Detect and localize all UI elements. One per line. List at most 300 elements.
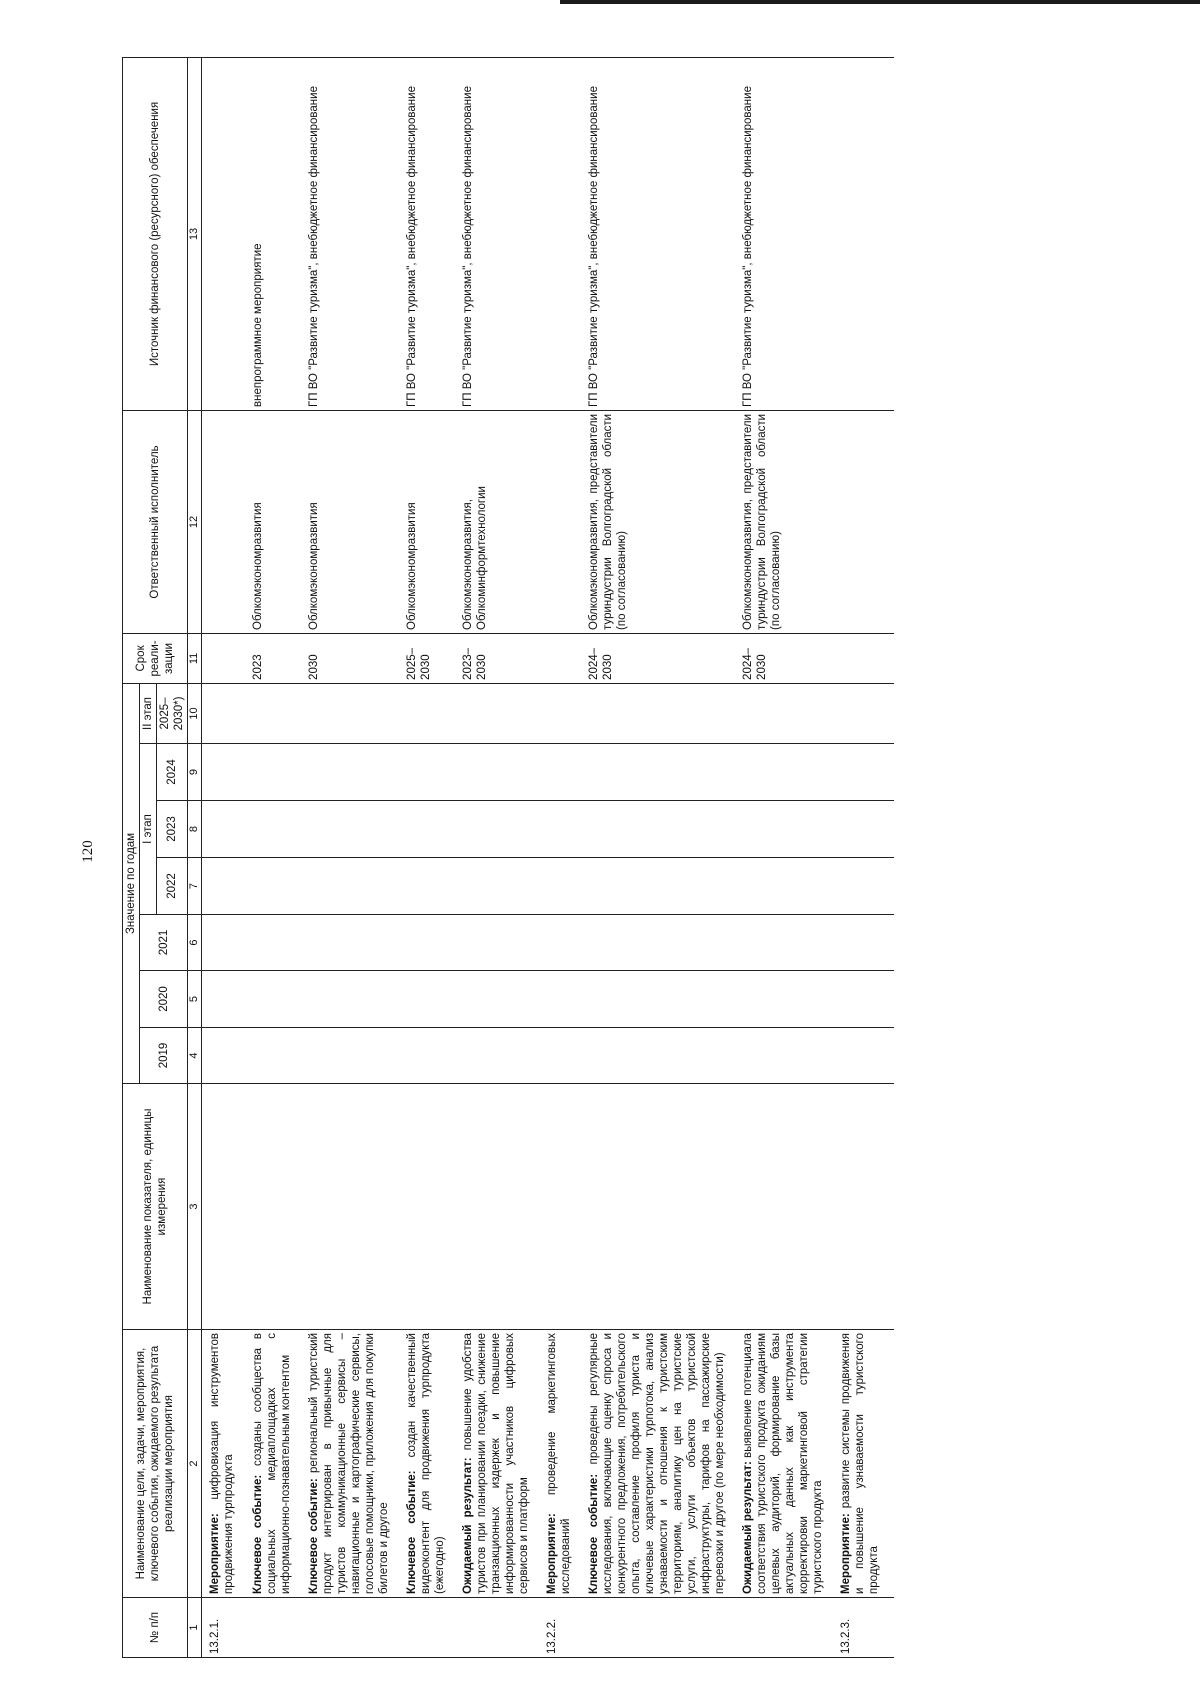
value-cell xyxy=(586,1028,728,1084)
spacer-cell xyxy=(532,971,544,1028)
value-cell xyxy=(838,858,882,915)
item-text: проведены регулярные исследования, включающие оценку спроса и конкурентного предложения, потребительского опыта, составление профиля туриста и ключевые характеристики турпотока, анализ узнаваемости и отношения к туристским территориям, аналитику цен на туристские услуги, услуги объектов туристской инфраструктуры, тарифов на пассажирские перевозки и другое (по мере необходимости) xyxy=(587,1333,726,1594)
value-cell xyxy=(586,683,728,743)
value-cell xyxy=(306,801,392,858)
value-cell xyxy=(460,858,532,915)
spacer-cell xyxy=(392,57,404,410)
item-text: проведение маркетинговых исследований xyxy=(545,1333,572,1594)
spacer-cell xyxy=(728,971,740,1028)
item-description xyxy=(250,1330,294,1598)
value-cell xyxy=(586,971,728,1028)
value-cell xyxy=(306,971,392,1028)
value-cell xyxy=(740,744,826,801)
spacer-cell xyxy=(574,410,586,633)
header-col-name: Наименование цели, задачи, мероприятия, ключевого события, ожидаемого результата реализации мероприятия xyxy=(123,1330,188,1598)
col-number: 11 xyxy=(188,633,202,683)
spacer-cell xyxy=(294,971,306,1028)
value-cell xyxy=(460,971,532,1028)
spacer-cell xyxy=(294,801,306,858)
item-description xyxy=(544,1330,574,1598)
col-number: 6 xyxy=(188,915,202,971)
responsible-cell: Облкомэкономразвития, представители туриндустрии Волгоградской области (по согласованию) xyxy=(740,410,826,633)
spacer-cell xyxy=(826,801,838,858)
spacer-row xyxy=(392,57,404,1657)
spacer-cell xyxy=(826,57,838,410)
spacer-cell xyxy=(826,410,838,633)
source-cell xyxy=(838,57,882,410)
spacer-cell xyxy=(574,858,586,915)
spacer-cell xyxy=(728,858,740,915)
header-col-responsible: Ответственный исполнитель xyxy=(123,410,188,633)
term-cell: 2024–2030 xyxy=(586,633,728,683)
item-text: выявление потенциала соответствия туристского продукта ожиданиям целевых аудиторий, формирование базы актуальных данных как инструмента корректировки маркетинговой стратегии туристского продукта xyxy=(741,1333,825,1594)
item-label: Ключевое событие: xyxy=(405,1470,418,1594)
spacer-cell xyxy=(294,1028,306,1084)
spacer-cell xyxy=(448,1598,460,1658)
spacer-cell xyxy=(392,1028,404,1084)
header-year-2024: 2024 xyxy=(157,744,188,801)
item-number xyxy=(460,1598,532,1658)
value-cell xyxy=(460,915,532,971)
source-cell: внепрограммное мероприятие xyxy=(250,57,294,410)
spacer-cell xyxy=(392,683,404,743)
spacer-row xyxy=(574,57,586,1657)
spacer-cell xyxy=(532,1598,544,1658)
spacer-cell xyxy=(448,858,460,915)
spacer-row xyxy=(532,57,544,1657)
value-cell xyxy=(202,858,238,915)
responsible-cell: Облкомэкономразвития xyxy=(250,410,294,633)
spacer-row xyxy=(826,57,838,1657)
events-table xyxy=(122,57,894,1658)
item-number: 13.2.3. xyxy=(838,1598,882,1658)
spacer-cell xyxy=(532,915,544,971)
spacer-cell xyxy=(532,1028,544,1084)
value-cell xyxy=(404,1028,448,1084)
header-stage-2: II этап xyxy=(140,683,157,743)
spacer-cell xyxy=(826,858,838,915)
spacer-cell xyxy=(882,410,894,633)
spacer-cell xyxy=(294,57,306,410)
value-cell xyxy=(460,683,532,743)
spacer-cell xyxy=(882,1084,894,1330)
spacer-cell xyxy=(448,801,460,858)
value-cell xyxy=(404,801,448,858)
spacer-cell xyxy=(728,633,740,683)
value-cell xyxy=(740,971,826,1028)
spacer-row xyxy=(294,57,306,1657)
item-label: Ключевое событие: xyxy=(587,1473,600,1594)
indicator-cell xyxy=(202,1084,238,1330)
value-cell xyxy=(586,858,728,915)
table-body xyxy=(202,57,894,1657)
spacer-cell xyxy=(448,410,460,633)
spacer-cell xyxy=(826,683,838,743)
value-cell xyxy=(404,744,448,801)
spacer-cell xyxy=(728,1330,740,1598)
header-year-2020: 2020 xyxy=(140,971,188,1028)
spacer-cell xyxy=(532,633,544,683)
value-cell xyxy=(838,683,882,743)
source-cell: ГП ВО "Развитие туризма", внебюджетное финансирование xyxy=(740,57,826,410)
indicator-cell xyxy=(460,1084,532,1330)
value-cell xyxy=(404,915,448,971)
item-description xyxy=(586,1330,728,1598)
item-text: создан качественный видеоконтент для продвижения турпродукта (ежегодно) xyxy=(405,1333,446,1594)
spacer-cell xyxy=(532,1330,544,1598)
value-cell xyxy=(250,971,294,1028)
header-col-source: Источник финансового (ресурсного) обеспечения xyxy=(123,57,188,410)
spacer-cell xyxy=(238,1330,250,1598)
spacer-cell xyxy=(532,801,544,858)
spacer-cell xyxy=(238,915,250,971)
spacer-cell xyxy=(574,57,586,410)
term-cell xyxy=(202,633,238,683)
col-number: 10 xyxy=(188,683,202,743)
table-row xyxy=(740,57,826,1657)
col-number: 12 xyxy=(188,410,202,633)
spacer-row xyxy=(728,57,740,1657)
spacer-cell xyxy=(294,1598,306,1658)
col-number: 13 xyxy=(188,57,202,410)
spacer-cell xyxy=(574,1330,586,1598)
table-row xyxy=(460,57,532,1657)
value-cell xyxy=(740,1028,826,1084)
table-row xyxy=(544,57,574,1657)
column-number-row xyxy=(188,57,202,1657)
value-cell xyxy=(202,915,238,971)
spacer-cell xyxy=(392,915,404,971)
term-cell: 2023–2030 xyxy=(460,633,532,683)
item-number: 13.2.1. xyxy=(202,1598,238,1658)
spacer-cell xyxy=(448,971,460,1028)
spacer-cell xyxy=(826,1028,838,1084)
table-row xyxy=(838,57,882,1657)
indicator-cell xyxy=(306,1084,392,1330)
spacer-cell xyxy=(882,915,894,971)
spacer-cell xyxy=(448,1028,460,1084)
spacer-cell xyxy=(826,915,838,971)
spacer-cell xyxy=(294,410,306,633)
indicator-cell xyxy=(838,1084,882,1330)
spacer-cell xyxy=(882,1028,894,1084)
spacer-cell xyxy=(392,1330,404,1598)
spacer-cell xyxy=(826,1598,838,1658)
value-cell xyxy=(544,744,574,801)
spacer-cell xyxy=(448,57,460,410)
source-cell: ГП ВО "Развитие туризма", внебюджетное финансирование xyxy=(404,57,448,410)
indicator-cell xyxy=(586,1084,728,1330)
item-label: Ключевое событие: xyxy=(251,1474,264,1594)
header-col-indicator: Наименование показателя, единицы измерения xyxy=(123,1084,188,1330)
value-cell xyxy=(250,801,294,858)
indicator-cell xyxy=(740,1084,826,1330)
header-year-2019: 2019 xyxy=(140,1028,188,1084)
item-description xyxy=(838,1330,882,1598)
spacer-cell xyxy=(728,801,740,858)
col-number: 8 xyxy=(188,801,202,858)
source-cell: ГП ВО "Развитие туризма", внебюджетное финансирование xyxy=(460,57,532,410)
header-year-2025-2030: 2025–2030*) xyxy=(157,683,188,743)
value-cell xyxy=(404,683,448,743)
spacer-cell xyxy=(826,1330,838,1598)
term-cell: 2025–2030 xyxy=(404,633,448,683)
table-row xyxy=(306,57,392,1657)
source-cell xyxy=(544,57,574,410)
value-cell xyxy=(838,1028,882,1084)
col-number: 4 xyxy=(188,1028,202,1084)
table-row xyxy=(404,57,448,1657)
spacer-cell xyxy=(826,744,838,801)
spacer-cell xyxy=(532,683,544,743)
value-cell xyxy=(838,915,882,971)
spacer-cell xyxy=(392,801,404,858)
value-cell xyxy=(250,744,294,801)
spacer-cell xyxy=(826,1084,838,1330)
source-cell: ГП ВО "Развитие туризма", внебюджетное финансирование xyxy=(306,57,392,410)
value-cell xyxy=(202,971,238,1028)
value-cell xyxy=(202,744,238,801)
spacer-cell xyxy=(826,633,838,683)
responsible-cell: Облкомэкономразвития, представители туриндустрии Волгоградской области (по согласованию) xyxy=(586,410,728,633)
spacer-cell xyxy=(392,744,404,801)
header-year-2021: 2021 xyxy=(140,915,188,971)
responsible-cell: Облкомэкономразвития, Облкоминформтехнологии xyxy=(460,410,532,633)
responsible-cell: Облкомэкономразвития xyxy=(306,410,392,633)
header-col-term: Срок реали-зации xyxy=(123,633,188,683)
spacer-cell xyxy=(294,915,306,971)
spacer-cell xyxy=(728,410,740,633)
value-cell xyxy=(460,1028,532,1084)
spacer-cell xyxy=(238,858,250,915)
item-number xyxy=(404,1598,448,1658)
item-description xyxy=(460,1330,532,1598)
spacer-cell xyxy=(882,683,894,743)
value-cell xyxy=(740,915,826,971)
spacer-row xyxy=(238,57,250,1657)
spacer-cell xyxy=(728,915,740,971)
value-cell xyxy=(838,971,882,1028)
item-description xyxy=(306,1330,392,1598)
value-cell xyxy=(306,744,392,801)
spacer-cell xyxy=(728,1028,740,1084)
spacer-cell xyxy=(238,971,250,1028)
value-cell xyxy=(460,744,532,801)
spacer-cell xyxy=(532,744,544,801)
spacer-cell xyxy=(728,57,740,410)
spacer-cell xyxy=(882,1330,894,1598)
col-number: 7 xyxy=(188,858,202,915)
col-number: 2 xyxy=(188,1330,202,1598)
spacer-cell xyxy=(532,1084,544,1330)
value-cell xyxy=(544,858,574,915)
source-cell: ГП ВО "Развитие туризма", внебюджетное финансирование xyxy=(586,57,728,410)
page-number: 120 xyxy=(80,840,96,863)
indicator-cell xyxy=(404,1084,448,1330)
spacer-cell xyxy=(238,744,250,801)
spacer-cell xyxy=(448,1330,460,1598)
value-cell xyxy=(544,683,574,743)
value-cell xyxy=(202,801,238,858)
value-cell xyxy=(586,744,728,801)
spacer-cell xyxy=(392,1598,404,1658)
spacer-cell xyxy=(574,801,586,858)
spacer-cell xyxy=(532,57,544,410)
spacer-cell xyxy=(882,801,894,858)
spacer-cell xyxy=(294,858,306,915)
spacer-cell xyxy=(574,1084,586,1330)
item-number xyxy=(250,1598,294,1658)
value-cell xyxy=(586,915,728,971)
item-label: Ожидаемый результат: xyxy=(741,1461,754,1594)
spacer-cell xyxy=(882,1598,894,1658)
responsible-cell xyxy=(838,410,882,633)
spacer-cell xyxy=(728,1084,740,1330)
spacer-cell xyxy=(448,633,460,683)
spacer-cell xyxy=(448,683,460,743)
spacer-cell xyxy=(574,744,586,801)
item-label: Мероприятие: xyxy=(209,1513,222,1594)
spacer-cell xyxy=(882,57,894,410)
spacer-cell xyxy=(238,801,250,858)
spacer-cell xyxy=(532,858,544,915)
item-text: цифровизация инструментов продвижения турпродукта xyxy=(209,1333,236,1594)
indicator-cell xyxy=(250,1084,294,1330)
value-cell xyxy=(544,801,574,858)
value-cell xyxy=(460,801,532,858)
col-number: 9 xyxy=(188,744,202,801)
value-cell xyxy=(544,1028,574,1084)
spacer-cell xyxy=(238,1084,250,1330)
header-year-2023: 2023 xyxy=(157,801,188,858)
spacer-cell xyxy=(882,744,894,801)
spacer-cell xyxy=(238,1028,250,1084)
spacer-cell xyxy=(294,1330,306,1598)
value-cell xyxy=(250,683,294,743)
table-row xyxy=(586,57,728,1657)
header-stage-1: I этап xyxy=(140,744,157,915)
item-text: повышение удобства туристов при планировании поездки, снижение транзакционных издержек и повышение информированности участников цифровых сервисов и платформ xyxy=(461,1333,530,1594)
spacer-cell xyxy=(238,633,250,683)
spacer-row xyxy=(882,57,894,1657)
item-label: Мероприятие: xyxy=(545,1513,558,1594)
header-year-2022: 2022 xyxy=(157,858,188,915)
value-cell xyxy=(544,971,574,1028)
spacer-cell xyxy=(882,633,894,683)
item-label: Мероприятие: xyxy=(840,1513,853,1594)
spacer-cell xyxy=(238,683,250,743)
spacer-cell xyxy=(392,633,404,683)
spacer-cell xyxy=(574,1598,586,1658)
col-number: 5 xyxy=(188,971,202,1028)
spacer-cell xyxy=(574,915,586,971)
value-cell xyxy=(202,1028,238,1084)
term-cell: 2030 xyxy=(306,633,392,683)
spacer-cell xyxy=(574,683,586,743)
spacer-cell xyxy=(294,633,306,683)
spacer-cell xyxy=(448,915,460,971)
spacer-cell xyxy=(294,683,306,743)
value-cell xyxy=(838,744,882,801)
table-row xyxy=(250,57,294,1657)
spacer-cell xyxy=(574,971,586,1028)
spacer-cell xyxy=(574,633,586,683)
spacer-cell xyxy=(392,858,404,915)
indicator-cell xyxy=(544,1084,574,1330)
spacer-cell xyxy=(574,1028,586,1084)
item-description xyxy=(740,1330,826,1598)
table-wrapper xyxy=(122,58,894,1658)
spacer-cell xyxy=(728,683,740,743)
spacer-cell xyxy=(448,744,460,801)
value-cell xyxy=(404,971,448,1028)
spacer-cell xyxy=(392,971,404,1028)
source-cell xyxy=(202,57,238,410)
spacer-cell xyxy=(294,744,306,801)
value-cell xyxy=(404,858,448,915)
item-label: Ключевое событие: xyxy=(307,1478,320,1594)
item-number xyxy=(306,1598,392,1658)
header-col-no: № п/п xyxy=(123,1598,188,1658)
value-cell xyxy=(740,858,826,915)
col-number: 3 xyxy=(188,1084,202,1330)
spacer-cell xyxy=(448,1084,460,1330)
item-text: созданы сообщества в социальных медиаплощадках с информационно-познавательным контентом xyxy=(251,1333,292,1594)
spacer-cell xyxy=(728,1598,740,1658)
item-description xyxy=(202,1330,238,1598)
spacer-row xyxy=(448,57,460,1657)
item-text: развитие системы продвижения и повышение узнаваемости туристского продукта xyxy=(840,1333,881,1594)
item-label: Ожидаемый результат: xyxy=(461,1457,474,1594)
spacer-cell xyxy=(392,1084,404,1330)
value-cell xyxy=(838,801,882,858)
value-cell xyxy=(544,915,574,971)
term-cell: 2023 xyxy=(250,633,294,683)
spacer-cell xyxy=(238,57,250,410)
item-number xyxy=(740,1598,826,1658)
value-cell xyxy=(306,858,392,915)
responsible-cell: Облкомэкономразвития xyxy=(404,410,448,633)
spacer-cell xyxy=(532,410,544,633)
value-cell xyxy=(250,1028,294,1084)
value-cell xyxy=(202,683,238,743)
header-col-values: Значение по годам xyxy=(123,683,140,1083)
spacer-cell xyxy=(294,1084,306,1330)
responsible-cell xyxy=(544,410,574,633)
item-text: региональный туристский продукт интегрирован в привычные для туристов коммуникационные сервисы – навигационные и картографические сервисы, голосовые помощники, приложения для покупки билетов и другое xyxy=(307,1333,390,1594)
spacer-cell xyxy=(392,410,404,633)
value-cell xyxy=(250,858,294,915)
item-description xyxy=(404,1330,448,1598)
table-row xyxy=(202,57,238,1657)
spacer-cell xyxy=(882,971,894,1028)
spacer-cell xyxy=(728,744,740,801)
value-cell xyxy=(306,915,392,971)
spacer-cell xyxy=(238,410,250,633)
spacer-cell xyxy=(826,971,838,1028)
value-cell xyxy=(306,683,392,743)
spacer-cell xyxy=(238,1598,250,1658)
value-cell xyxy=(250,915,294,971)
spacer-cell xyxy=(882,858,894,915)
col-number: 1 xyxy=(188,1598,202,1658)
item-number xyxy=(586,1598,728,1658)
value-cell xyxy=(586,801,728,858)
responsible-cell xyxy=(202,410,238,633)
term-cell xyxy=(838,633,882,683)
value-cell xyxy=(740,683,826,743)
value-cell xyxy=(306,1028,392,1084)
